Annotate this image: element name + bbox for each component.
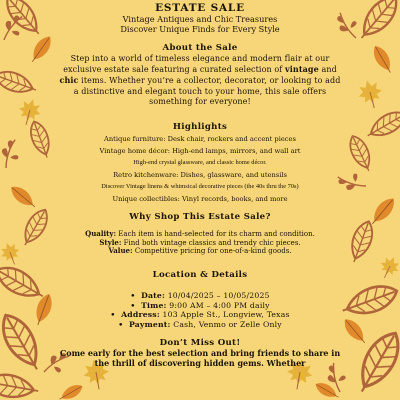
flyer-subtitle-1: Vintage Antiques and Chic Treasures (122, 14, 278, 24)
detail-value: 10/04/2025 – 10/05/2025 (167, 291, 270, 301)
highlight-item: Discover Vintage linens & whimsical decorative pieces (the 40s thru the 70s) (101, 183, 299, 191)
why-point-style (62, 239, 338, 247)
why-point-label: Quality: (85, 229, 117, 239)
about-heading: About the Sale (162, 43, 238, 53)
detail-time (62, 301, 338, 310)
detail-label: Payment: (128, 319, 171, 329)
why-point-text: Each item is hand-selected for its charm and condition. (118, 230, 315, 239)
why-point-label: Value: (108, 246, 133, 256)
flyer-subtitle-2: Discover Unique Finds for Every Style (120, 24, 280, 34)
about-text-part-1: Step into a world of timeless elegance and modern flair at our exclusive estate sale featuring a curated selection of (63, 54, 330, 75)
detail-value: 103 Apple St., Longview, Texas (162, 310, 290, 320)
detail-address (62, 310, 338, 319)
location-heading: Location & Details (152, 270, 248, 281)
why-shop-heading: Why Shop This Estate Sale? (129, 212, 271, 223)
detail-label: Address: (121, 310, 160, 320)
why-point-value (62, 247, 338, 255)
why-point-text: Competitive pricing for one-of-a-kind goods. (134, 247, 292, 256)
detail-date (62, 291, 338, 300)
about-vintage-word: vintage (285, 64, 319, 75)
highlights-heading: Highlights (172, 122, 228, 133)
highlight-item: Unique collectibles: Vinyl records, books, and more (112, 195, 288, 204)
about-text-part-2: items. Whether you’re a collector, decorator, or looking to add a distinctive and elegant touch to your home, this sale offers something for everyone! (73, 76, 341, 106)
highlight-item: Retro kitchenware: Dishes, glassware, and utensils (113, 171, 287, 180)
closing-heading: Don’t Miss Out! (159, 338, 241, 349)
detail-payment (62, 320, 338, 329)
location-details-list (62, 291, 338, 329)
estate-sale-flyer (59, 0, 341, 400)
highlight-item: Vintage home décor: High-end lamps, mirrors, and wall art (99, 147, 301, 156)
highlight-item: High-end crystal glassware, and classic home décor. (133, 159, 267, 167)
why-point-text: Find both vintage classics and trendy chic pieces. (123, 238, 301, 247)
about-and-word: and (321, 65, 337, 75)
bullet-icon: • (130, 291, 136, 301)
highlight-item: Antique furniture: Desk chair, rockers and accent pieces (104, 135, 296, 144)
closing-text: Come early for the best selection and bring friends to share in the thrill of discovering hidden gems. Whether (59, 348, 341, 368)
bullet-icon: • (130, 300, 136, 310)
why-point-label: Style: (99, 237, 122, 247)
bullet-icon: • (110, 310, 116, 320)
detail-value: Cash, Venmo or Zelle Only (173, 319, 282, 329)
about-text (58, 54, 342, 107)
detail-label: Time: (141, 300, 167, 310)
bullet-icon: • (118, 319, 124, 329)
detail-value: 9:00 AM – 4:00 PM daily (169, 300, 270, 310)
detail-label: Date: (141, 291, 166, 301)
flyer-title: ESTATE SALE (155, 2, 245, 14)
about-chic-word: chic (59, 75, 79, 86)
